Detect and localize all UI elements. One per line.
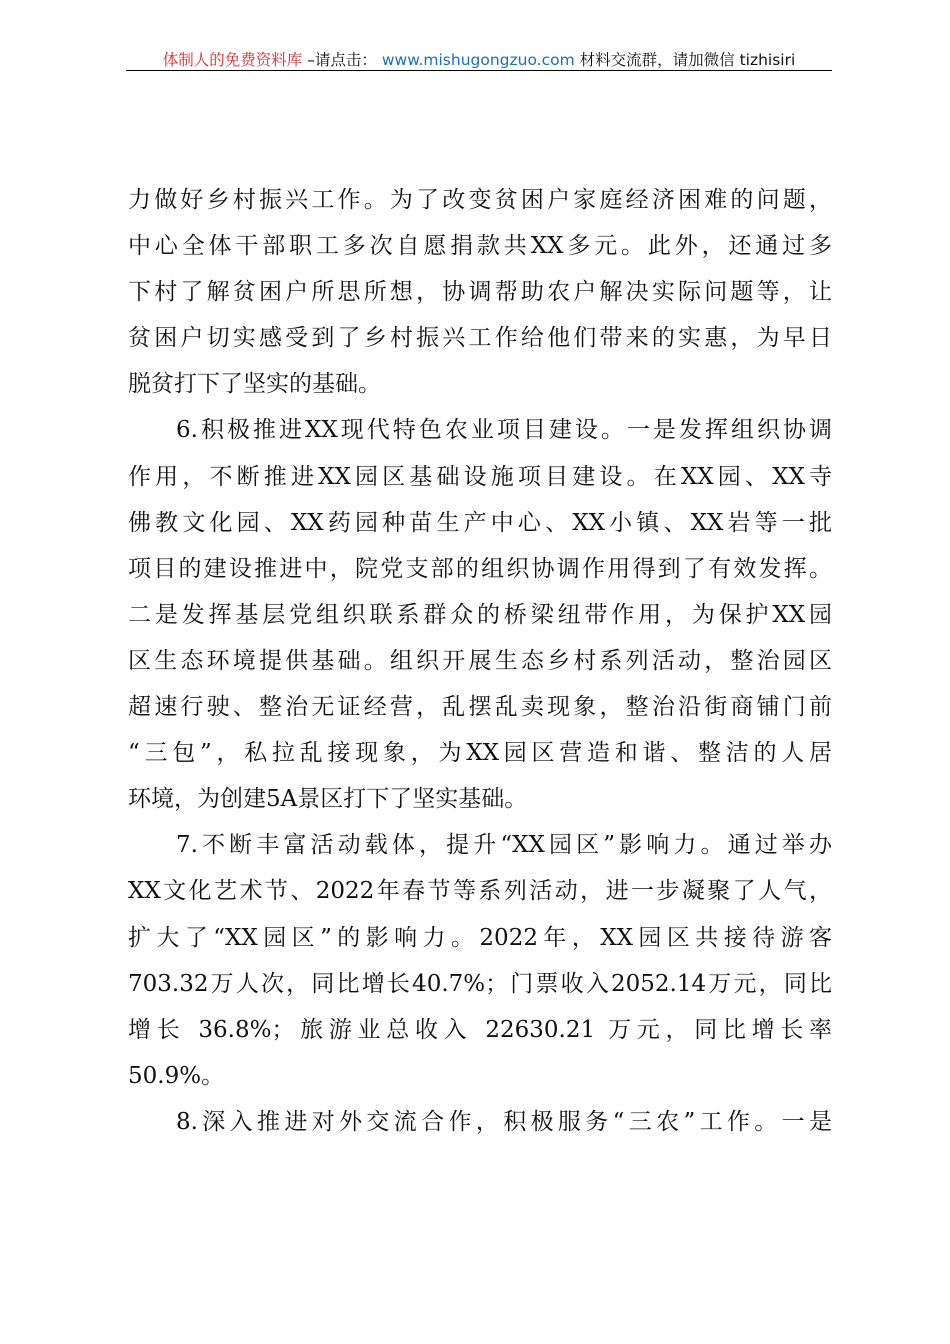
text-line: 项目的建设推进中，院党支部的组织协调作用得到了有效发挥。 (128, 555, 832, 582)
header-prompt: –请点击： (307, 51, 377, 69)
document-body (128, 180, 832, 1148)
text-line: 脱贫打下了坚实的基础。 (128, 371, 381, 398)
text-line: 中心全体干部职工多次自愿捐款共XX多元。此外，还通过多 (128, 233, 832, 260)
text-line: 8.深入推进对外交流合作，积极服务“三农”工作。一是 (176, 1108, 832, 1135)
text-line: 超速行驶、整治无证经营，乱摆乱卖现象，整治沿街商铺门前 (128, 694, 832, 721)
page-header (126, 48, 832, 70)
text-line: 环境，为创建5A景区打下了坚实基础。 (128, 786, 528, 813)
text-line: 增长 36.8%；旅游业总收入 22630.21 万元，同比增长率 (128, 1016, 832, 1043)
text-line: 佛教文化园、XX药园种苗生产中心、XX小镇、XX岩等一批 (128, 509, 832, 536)
text-line: 作用，不断推进XX园区基础设施项目建设。在XX园、XX寺 (128, 463, 832, 490)
text-line: 贫困户切实感受到了乡村振兴工作给他们带来的实惠，为早日 (128, 325, 832, 352)
header-url-link[interactable]: www.mishugongzuo.com (381, 51, 575, 69)
header-divider (126, 70, 832, 71)
text-line: XX文化艺术节、2022年春节等系列活动，进一步凝聚了人气， (128, 878, 832, 905)
text-line: 7.不断丰富活动载体，提升“XX园区”影响力。通过举办 (176, 832, 832, 859)
text-line: 二是发挥基层党组织联系群众的桥梁纽带作用，为保护XX园 (128, 601, 832, 628)
header-contact: 材料交流群，请加微信 tizhisiri (579, 51, 796, 69)
text-line: 下村了解贫困户所思所想，协调帮助农户解决实际问题等，让 (128, 279, 832, 306)
header-brand: 体制人的免费资料库 (162, 51, 303, 69)
text-line: “三包”，私拉乱接现象，为XX园区营造和谐、整洁的人居 (128, 740, 832, 767)
text-line: 扩大了“XX园区”的影响力。2022年，XX园区共接待游客 (128, 924, 832, 951)
text-line: 50.9%。 (128, 1062, 225, 1089)
text-line: 6.积极推进XX现代特色农业项目建设。一是发挥组织协调 (176, 417, 832, 444)
text-line: 703.32万人次，同比增长40.7%；门票收入2052.14万元，同比 (128, 970, 832, 997)
text-line: 力做好乡村振兴工作。为了改变贫困户家庭经济困难的问题， (128, 187, 832, 213)
text-line: 区生态环境提供基础。组织开展生态乡村系列活动，整治园区 (128, 647, 832, 674)
